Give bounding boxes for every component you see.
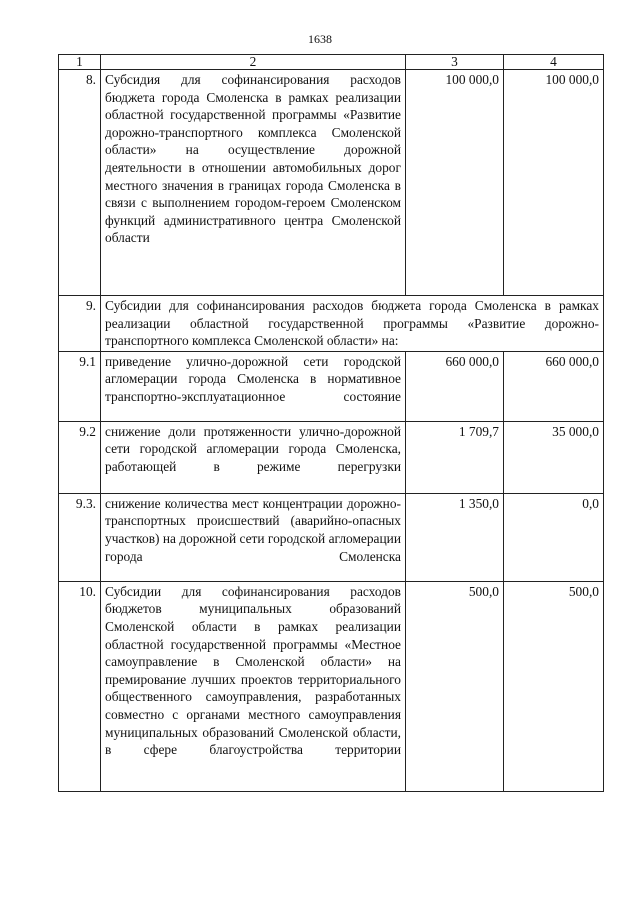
row-value-col4: 0,0 xyxy=(504,493,604,581)
row-value-col3: 500,0 xyxy=(406,581,504,791)
row-value-col3: 100 000,0 xyxy=(406,70,504,296)
table-row xyxy=(59,351,604,421)
row-value-col4: 660 000,0 xyxy=(504,351,604,421)
row-value-col3: 1 350,0 xyxy=(406,493,504,581)
row-value-col3: 660 000,0 xyxy=(406,351,504,421)
row-value-col4: 35 000,0 xyxy=(504,421,604,493)
column-header-2: 2 xyxy=(101,55,406,70)
page-number: 1638 xyxy=(308,32,332,46)
subsidy-table xyxy=(58,54,604,792)
row-description: Субсидии для софинансирования расходов бюджетов муниципальных образований Смоленской области в рамках реализации областной государственной программы «Местное самоуправление в Смоленской области» на премирование лучших проектов территориального общественного самоуправления, разработанных совместно с органами местного самоуправления муниципальных образований Смоленской области, в сфере благоустройства территории xyxy=(101,581,406,791)
table-row xyxy=(59,493,604,581)
row-description: снижение количества мест концентрации дорожно-транспортных происшествий (аварийно-опасных участков) на дорожной сети городской агломерации города Смоленска xyxy=(101,493,406,581)
column-header-1: 1 xyxy=(59,55,101,70)
column-header-3: 3 xyxy=(406,55,504,70)
row-number: 10. xyxy=(59,581,101,791)
row-value-col4: 500,0 xyxy=(504,581,604,791)
row-number: 9.2 xyxy=(59,421,101,493)
row-value-col4: 100 000,0 xyxy=(504,70,604,296)
row-description: приведение улично-дорожной сети городской агломерации города Смоленска в нормативное транспортно-эксплуатационное состояние xyxy=(101,351,406,421)
row-number: 9.3. xyxy=(59,493,101,581)
table-row xyxy=(59,581,604,791)
row-value-col3: 1 709,7 xyxy=(406,421,504,493)
column-header-4: 4 xyxy=(504,55,604,70)
row-number: 9. xyxy=(59,296,101,352)
table-row xyxy=(59,421,604,493)
table-row xyxy=(59,296,604,352)
row-number: 9.1 xyxy=(59,351,101,421)
row-description: Субсидия для софинансирования расходов бюджета города Смоленска в рамках реализации областной государственной программы «Развитие дорожно-транспортного комплекса Смоленской области» на осуществление дорожной деятельности в отношении автомобильных дорог местного значения в границах города Смоленска в связи с выполнением городом-героем Смоленском функций административного центра Смоленской области xyxy=(101,70,406,296)
table-header-row xyxy=(59,55,604,70)
row-description: снижение доли протяженности улично-дорожной сети городской агломерации города Смоленска, работающей в режиме перегрузки xyxy=(101,421,406,493)
row-description: Субсидии для софинансирования расходов бюджета города Смоленска в рамках реализации областной государственной программы «Развитие дорожно-транспортного комплекса Смоленской области» на: xyxy=(101,296,604,352)
row-number: 8. xyxy=(59,70,101,296)
table-row xyxy=(59,70,604,296)
